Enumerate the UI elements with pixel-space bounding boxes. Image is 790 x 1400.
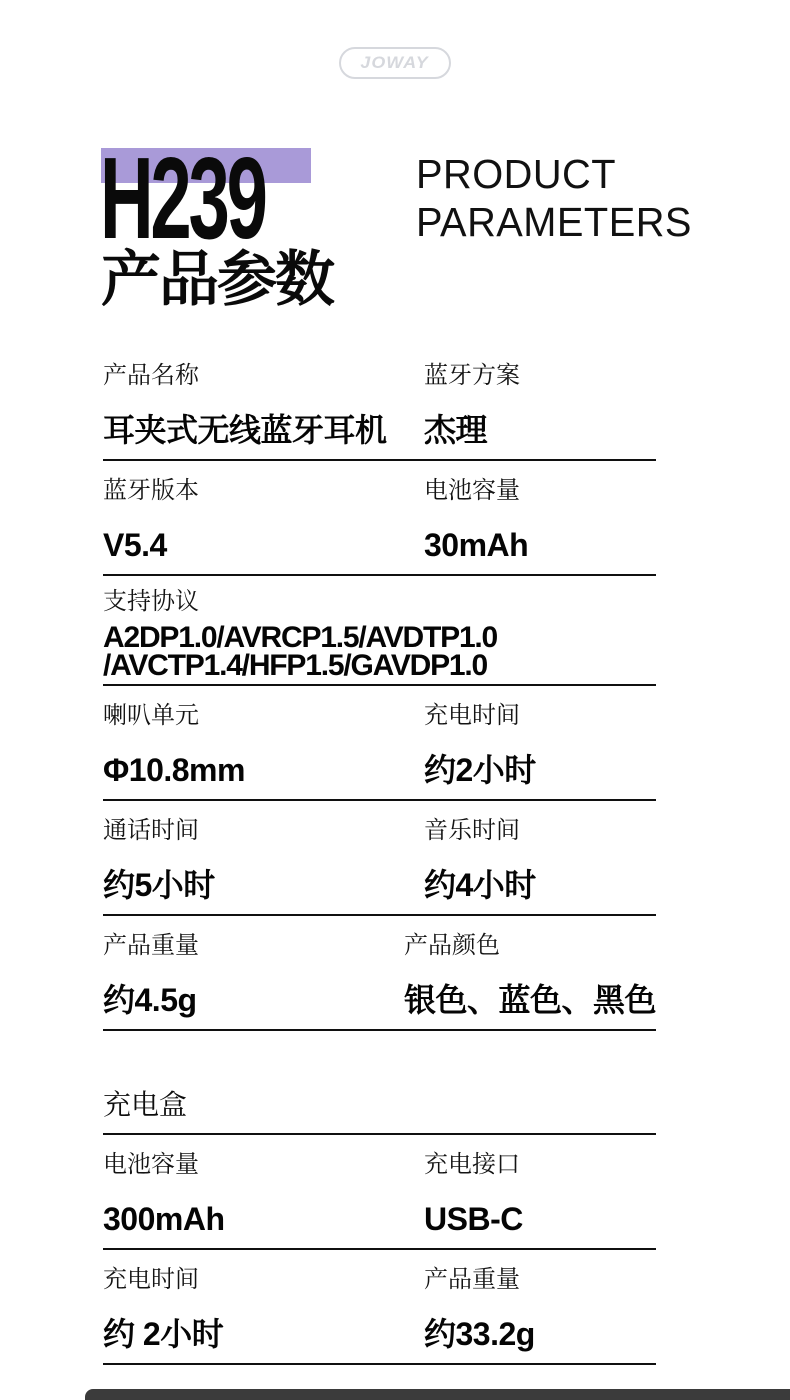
spec-value: 约 2小时 bbox=[103, 1316, 224, 1352]
spec-value: 约4小时 bbox=[424, 867, 536, 903]
spec-label: 充电接口 bbox=[424, 1151, 520, 1178]
spec-label: 产品重量 bbox=[424, 1266, 520, 1293]
spec-value-protocol-line2: /AVCTP1.4/HFP1.5/GAVDP1.0 bbox=[103, 649, 488, 682]
table-row bbox=[103, 686, 656, 801]
spec-label: 喇叭单元 bbox=[103, 702, 199, 729]
spec-value: 耳夹式无线蓝牙耳机 bbox=[103, 412, 387, 448]
table-row bbox=[103, 1135, 656, 1250]
spec-label: 充电时间 bbox=[424, 702, 520, 729]
table-row bbox=[103, 1250, 656, 1365]
spec-value: Φ10.8mm bbox=[103, 752, 245, 788]
spec-label: 产品颜色 bbox=[403, 932, 500, 959]
spec-cell bbox=[424, 819, 656, 902]
spec-value: 约5小时 bbox=[103, 867, 215, 903]
spec-cell bbox=[424, 704, 656, 787]
spec-cell bbox=[103, 934, 404, 1017]
spec-cell bbox=[103, 704, 424, 787]
spec-label: 电池容量 bbox=[103, 1151, 199, 1178]
table-row bbox=[103, 346, 656, 461]
spec-label: 蓝牙版本 bbox=[103, 477, 199, 504]
table-row bbox=[103, 916, 656, 1031]
table-row bbox=[103, 461, 656, 576]
spec-value: 杰理 bbox=[424, 412, 488, 448]
next-section-peek-bar bbox=[85, 1389, 790, 1400]
spec-label: 蓝牙方案 bbox=[424, 362, 520, 389]
spec-cell bbox=[103, 364, 424, 447]
spec-table bbox=[103, 346, 656, 1365]
spec-label: 充电时间 bbox=[103, 1266, 199, 1293]
spec-cell bbox=[424, 1153, 656, 1236]
spec-value: 约2小时 bbox=[424, 752, 536, 788]
spec-value-protocol-line1: A2DP1.0/AVRCP1.5/AVDTP1.0 bbox=[103, 621, 498, 654]
spec-cell bbox=[103, 819, 424, 902]
subtitle-english-line2: PARAMETERS bbox=[416, 199, 692, 245]
spec-cell bbox=[424, 479, 656, 562]
subtitle-english bbox=[416, 150, 692, 246]
spec-label: 通话时间 bbox=[103, 817, 199, 844]
spec-cell bbox=[424, 1268, 656, 1351]
spec-label: 支持协议 bbox=[103, 588, 199, 615]
spec-label: 产品重量 bbox=[103, 932, 199, 959]
spec-cell bbox=[103, 479, 424, 562]
model-title: H239 bbox=[100, 133, 265, 263]
spec-label: 电池容量 bbox=[424, 477, 520, 504]
spec-label: 音乐时间 bbox=[424, 817, 520, 844]
spec-value: 银色、蓝色、黑色 bbox=[403, 982, 656, 1018]
spec-value: USB-C bbox=[424, 1201, 523, 1237]
spec-value: V5.4 bbox=[103, 527, 167, 563]
spec-cell bbox=[103, 1153, 424, 1236]
spec-value: 约33.2g bbox=[424, 1316, 535, 1352]
charging-case-heading: 充电盒 bbox=[103, 1091, 656, 1135]
spec-value: 30mAh bbox=[424, 527, 529, 563]
spec-value: 约4.5g bbox=[103, 982, 197, 1018]
spec-cell bbox=[404, 934, 656, 1017]
subtitle-chinese: 产品参数 bbox=[101, 246, 333, 313]
spec-cell bbox=[103, 1268, 424, 1351]
subtitle-english-line1: PRODUCT bbox=[416, 151, 617, 197]
spec-cell bbox=[424, 364, 656, 447]
table-row bbox=[103, 801, 656, 916]
spec-label: 产品名称 bbox=[103, 362, 199, 389]
spec-value: 300mAh bbox=[103, 1201, 225, 1237]
table-row-protocol bbox=[103, 576, 656, 686]
joway-logo-text: JOWAY bbox=[360, 53, 430, 72]
joway-logo bbox=[339, 47, 451, 79]
